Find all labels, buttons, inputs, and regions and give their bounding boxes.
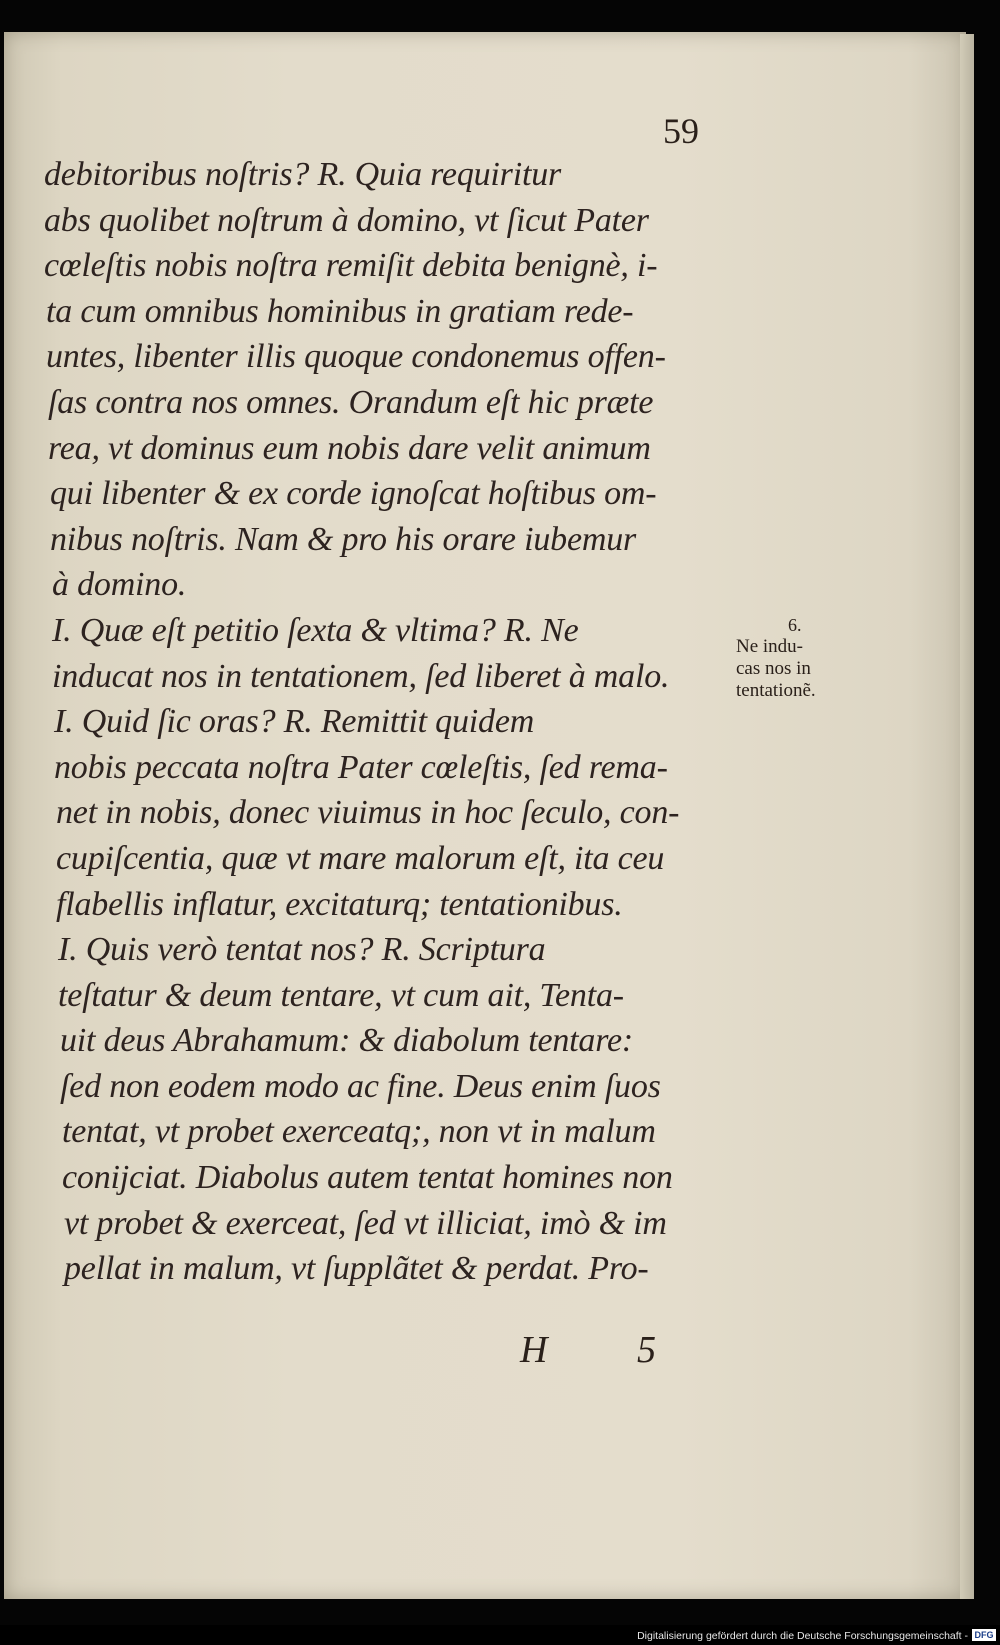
- text-line: flabellis inflatur, excitaturq; tentationibus.: [56, 885, 623, 923]
- text-line: I. Quid ſic oras? R. Remittit quidem: [54, 703, 535, 741]
- text-line: net in nobis, donec viuimus in hoc ſeculo, con-: [56, 794, 680, 832]
- text-line: ta cum omnibus hominibus in gratiam rede-: [46, 292, 634, 330]
- margin-note-line: tentationẽ.: [736, 680, 816, 701]
- margin-note: [736, 614, 856, 702]
- page-edge: [960, 34, 974, 1599]
- text-line: vt probet & exerceat, ſed vt illiciat, imò & im: [64, 1204, 667, 1242]
- body-text: [44, 152, 734, 1292]
- text-line: teſtatur & deum tentare, vt cum ait, Tenta-: [58, 976, 624, 1014]
- text-line: nobis peccata noſtra Pater cœleſtis, ſed rema-: [54, 748, 668, 786]
- margin-note-number: 6.: [788, 615, 802, 635]
- text-line: debitoribus noſtris? R. Quia requiritur: [44, 156, 562, 193]
- text-line: qui libenter & ex corde ignoſcat hoſtibus om-: [50, 475, 657, 513]
- text-line: cupiſcentia, quæ vt mare malorum eſt, ita ceu: [56, 839, 665, 877]
- text-line: cœleſtis nobis noſtra remiſit debita benignè, i-: [44, 247, 658, 285]
- text-line: uit deus Abrahamum: & diabolum tentare:: [60, 1022, 633, 1060]
- margin-note-line: Ne indu-: [736, 636, 804, 657]
- footer-credit: Digitalisierung gefördert durch die Deutsche Forschungsgemeinschaft -: [637, 1630, 968, 1642]
- text-line: conijciat. Diabolus autem tentat homines non: [62, 1159, 673, 1197]
- text-line: nibus noſtris. Nam & pro his orare iubemur: [50, 520, 637, 558]
- margin-note-line: cas nos in: [736, 658, 811, 679]
- text-line: I. Quis verò tentat nos? R. Scriptura: [58, 931, 546, 969]
- text-line: inducat nos in tentationem, ſed liberet à malo.: [52, 657, 670, 695]
- text-line: à domino.: [52, 566, 187, 604]
- text-line: abs quolibet noſtrum à domino, vt ſicut Pater: [44, 201, 649, 239]
- page-number: 59: [663, 111, 699, 151]
- dfg-logo-icon: DFG: [972, 1629, 996, 1641]
- text-line: tentat, vt probet exerceatq;, non vt in malum: [62, 1113, 656, 1151]
- text-line: ſas contra nos omnes. Orandum eſt hic præte: [48, 383, 654, 421]
- text-line: rea, vt dominus eum nobis dare velit animum: [48, 429, 651, 467]
- text-line: ſed non eodem modo ac fine. Deus enim ſuos: [60, 1067, 661, 1105]
- signature-mark: H 5: [520, 1329, 696, 1371]
- text-line: I. Quæ eſt petitio ſexta & vltima? R. Ne: [52, 611, 579, 649]
- text-line: pellat in malum, vt ſupplãtet & perdat. Pro-: [64, 1250, 649, 1288]
- text-line: untes, libenter illis quoque condonemus offen-: [46, 338, 666, 376]
